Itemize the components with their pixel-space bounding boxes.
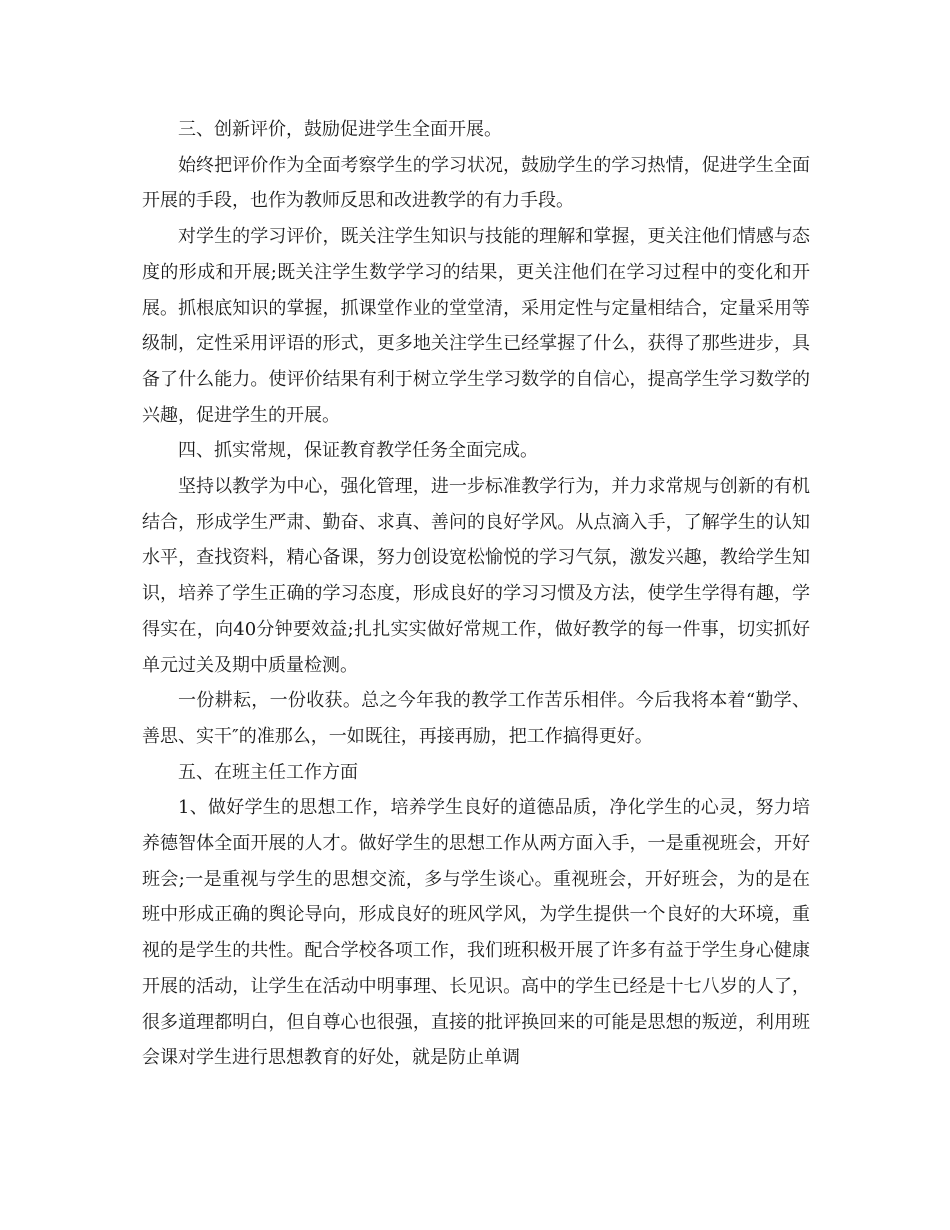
paragraph: 1、做好学生的思想工作，培养学生良好的道德品质，净化学生的心灵，努力培养德智体全面开展的人才。做好学生的思想工作从两方面入手，一是重视班会，开好班会;一是重视与学生的思想交流，多与学生谈心。重视班会，开好班会，为的是在班中形成正确的舆论导向，形成良好的班风学风，为学生提供一个良好的大环境，重视的是学生的共性。配合学校各项工作，我们班积极开展了许多有益于学生身心健康开展的活动，让学生在活动中明事理、长见识。高中的学生已经是十七八岁的人了，很多道理都明白，但自尊心也很强，直接的批评换回来的可能是思想的叛逆，利用班会课对学生进行思想教育的好处，就是防止单调	[142, 797, 810, 1069]
paragraph: 始终把评价作为全面考察学生的学习状况，鼓励学生的学习热情，促进学生全面开展的手段，也作为教师反思和改进教学的有力手段。	[142, 154, 810, 212]
document-body	[142, 112, 810, 1076]
paragraph: 对学生的学习评价，既关注学生知识与技能的理解和掌握，更关注他们情感与态度的形成和开展;既关注学生数学学习的结果，更关注他们在学习过程中的变化和开展。抓根底知识的掌握，抓课堂作业的堂堂清，采用定性与定量相结合，定量采用等级制，定性采用评语的形式，更多地关注学生已经掌握了什么，获得了那些进步，具备了什么能力。使评价结果有利于树立学生学习数学的自信心，提高学生学习数学的兴趣，促进学生的开展。	[142, 226, 810, 426]
paragraph: 一份耕耘，一份收获。总之今年我的教学工作苦乐相伴。今后我将本着“勤学、善思、实干″的准那么，一如既往，再接再励，把工作搞得更好。	[142, 690, 810, 747]
heading-section-3: 三、创新评价，鼓励促进学生全面开展。	[178, 119, 502, 140]
heading-section-5: 五、在班主任工作方面	[178, 761, 358, 783]
paragraph: 坚持以教学为中心，强化管理，进一步标准教学行为，并力求常规与创新的有机结合，形成学生严肃、勤奋、求真、善问的良好学风。从点滴入手，了解学生的认知水平，查找资料，精心备课，努力创设宽松愉悦的学习气氛，激发兴趣，教给学生知识，培养了学生正确的学习态度，形成良好的学习习惯及方法，使学生学得有趣，学得实在，向40分钟要效益;扎扎实实做好常规工作，做好教学的每一件事，切实抓好单元过关及期中质量检测。	[142, 476, 810, 676]
heading-section-4: 四、抓实常规，保证教育教学任务全面完成。	[178, 440, 538, 462]
